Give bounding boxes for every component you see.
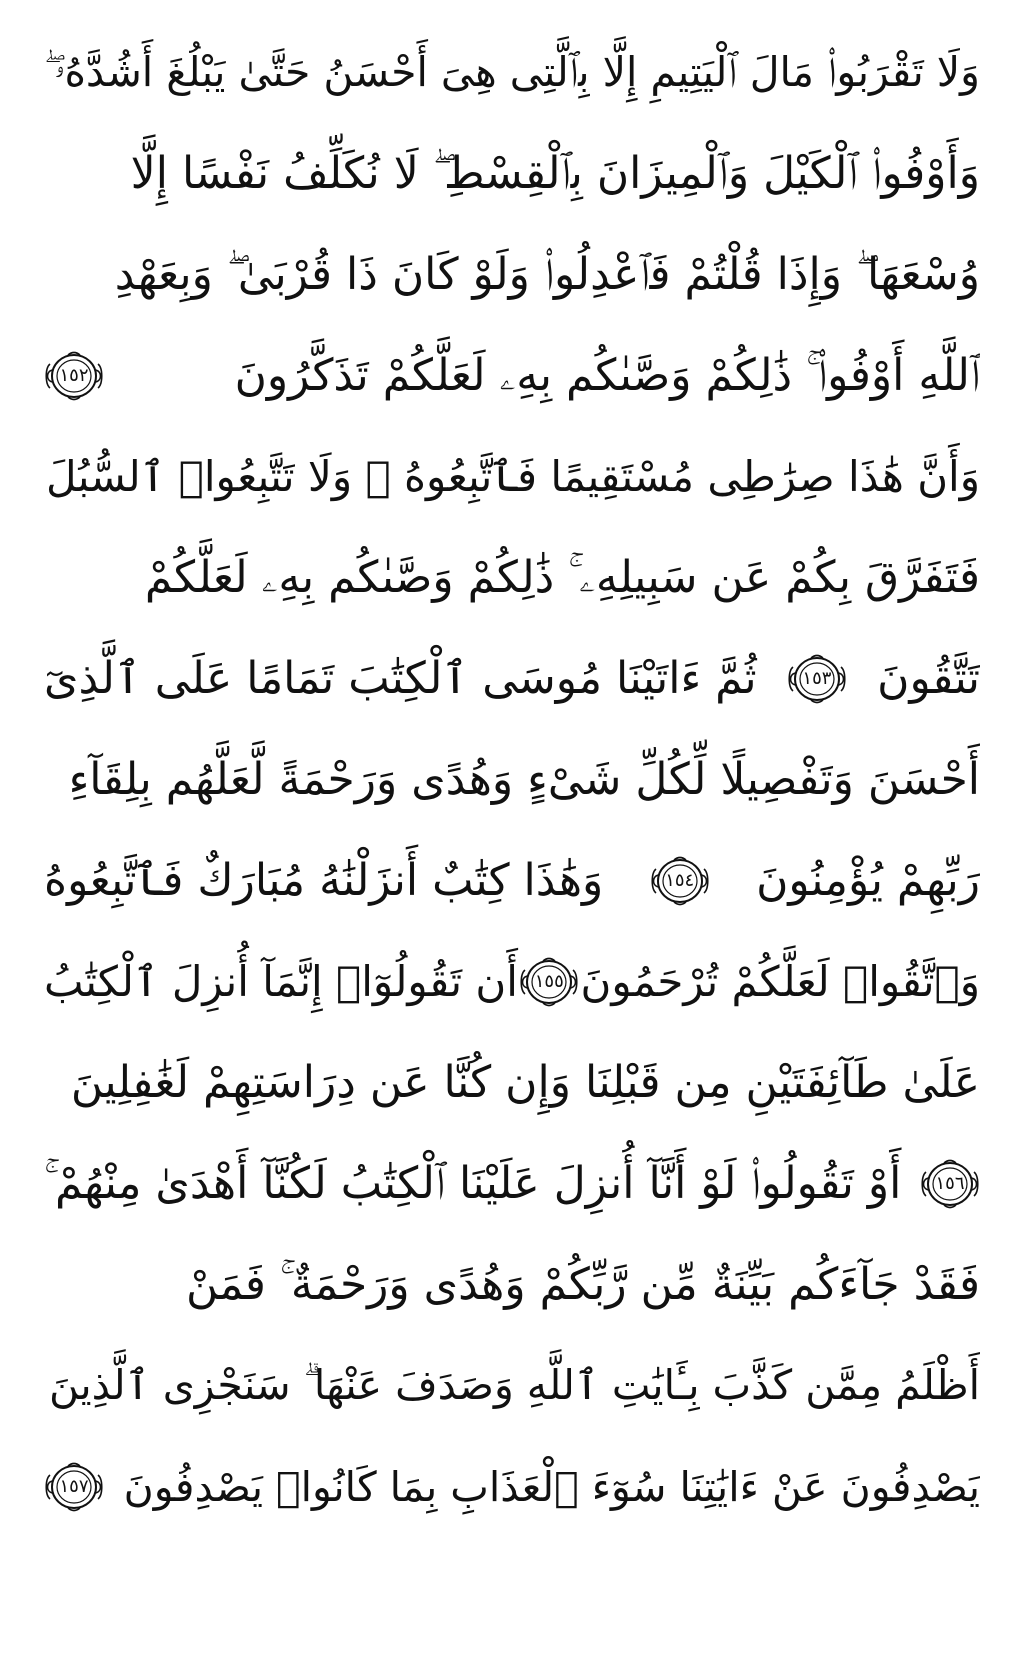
text-line — [44, 1032, 980, 1133]
text-line — [44, 123, 980, 224]
ayah-number: ١٥٣ — [802, 668, 832, 689]
text-line — [44, 426, 980, 527]
ayah-end-marker — [787, 653, 847, 705]
verse-text: أَظْلَمُ مِمَّن كَذَّبَ بِـَٔايَٰتِ ٱللَّهِ وَصَدَفَ عَنْهَا ۗ سَنَجْزِى ٱلَّذِينَ — [49, 1361, 980, 1409]
ayah-number: ١٥٢ — [59, 365, 89, 386]
verse-text: ٱللَّهِ أَوْفُوا۟ ۚ ذَٰلِكُمْ وَصَّىٰكُم بِهِۦ لَعَلَّكُمْ تَذَكَّرُونَ — [234, 350, 980, 401]
verse-text: يَصْدِفُونَ عَنْ ءَايَٰتِنَا سُوٓءَ ٱلْعَذَابِ بِمَا كَانُوا۟ يَصْدِفُونَ — [123, 1462, 980, 1511]
ayah-end-marker — [44, 1461, 104, 1513]
text-line — [44, 931, 980, 1032]
text-line — [44, 1436, 980, 1537]
verse-text: أَوْ تَقُولُوا۟ لَوْ أَنَّآ أُنزِلَ عَلَيْنَا ٱلْكِتَٰبُ لَكُنَّآ أَهْدَىٰ مِنْهُمْ ۚ — [44, 1158, 902, 1209]
text-line — [44, 224, 980, 325]
verse-text: أَحْسَنَ وَتَفْصِيلًا لِّكُلِّ شَىْءٍ وَهُدًى وَرَحْمَةً لَّعَلَّهُم بِلِقَآءِ — [68, 754, 980, 805]
verse-text: وَلَا تَقْرَبُوا۟ مَالَ ٱلْيَتِيمِ إِلَّا بِٱلَّتِى هِىَ أَحْسَنُ حَتَّىٰ يَبْلُغَ أَشُدَّهُۥ ۖ — [44, 48, 980, 96]
verse-text: رَبِّهِمْ يُؤْمِنُونَ — [756, 855, 980, 906]
verse-text: وَهَٰذَا كِتَٰبٌ أَنزَلْنَٰهُ مُبَارَكٌ فَٱتَّبِعُوهُ — [44, 855, 604, 906]
text-line — [44, 1335, 980, 1436]
text-line — [44, 830, 980, 931]
text-line — [44, 527, 980, 628]
ayah-end-marker — [519, 956, 579, 1008]
verse-text: فَقَدْ جَآءَكُم بَيِّنَةٌ مِّن رَّبِّكُمْ وَهُدًى وَرَحْمَةٌ ۚ فَمَنْ — [185, 1259, 980, 1310]
verse-text: وَأَنَّ هَٰذَا صِرَٰطِى مُسْتَقِيمًا فَٱتَّبِعُوهُ ۖ وَلَا تَتَّبِعُوا۟ ٱلسُّبُلَ — [45, 452, 980, 501]
text-line — [44, 628, 980, 729]
ayah-end-marker — [920, 1158, 980, 1210]
text-line — [44, 1234, 980, 1335]
ayah-end-marker — [44, 350, 104, 402]
ayah-number: ١٥٦ — [935, 1173, 965, 1194]
text-line — [44, 1133, 980, 1234]
text-line — [44, 729, 980, 830]
text-line — [44, 22, 980, 123]
verse-text: وَأَوْفُوا۟ ٱلْكَيْلَ وَٱلْمِيزَانَ بِٱلْقِسْطِ ۖ لَا نُكَلِّفُ نَفْسًا إِلَّا — [130, 148, 980, 199]
verse-text: فَتَفَرَّقَ بِكُمْ عَن سَبِيلِهِۦ ۚ ذَٰلِكُمْ وَصَّىٰكُم بِهِۦ لَعَلَّكُمْ — [144, 552, 980, 603]
verse-text: تَتَّقُونَ — [877, 653, 980, 704]
verse-text: عَلَىٰ طَآئِفَتَيْنِ مِن قَبْلِنَا وَإِن كُنَّا عَن دِرَاسَتِهِمْ لَغَٰفِلِينَ — [70, 1057, 980, 1108]
verse-text: وَٱتَّقُوا۟ لَعَلَّكُمْ تُرْحَمُونَ — [580, 957, 980, 1006]
ayah-number: ١٥٤ — [665, 870, 695, 891]
ayah-number: ١٥٧ — [59, 1476, 89, 1497]
verse-text: ثُمَّ ءَاتَيْنَا مُوسَى ٱلْكِتَٰبَ تَمَامًا عَلَى ٱلَّذِىٓ — [44, 653, 757, 704]
verse-text: وُسْعَهَا ۖ وَإِذَا قُلْتُمْ فَٱعْدِلُوا۟ وَلَوْ كَانَ ذَا قُرْبَىٰ ۖ وَبِعَهْدِ — [114, 249, 980, 300]
ayah-end-marker — [650, 855, 710, 907]
text-line — [44, 325, 980, 426]
ayah-number: ١٥٥ — [534, 971, 564, 992]
page-lines — [44, 22, 980, 1646]
verse-text: أَن تَقُولُوٓا۟ إِنَّمَآ أُنزِلَ ٱلْكِتَٰبُ — [44, 957, 518, 1006]
